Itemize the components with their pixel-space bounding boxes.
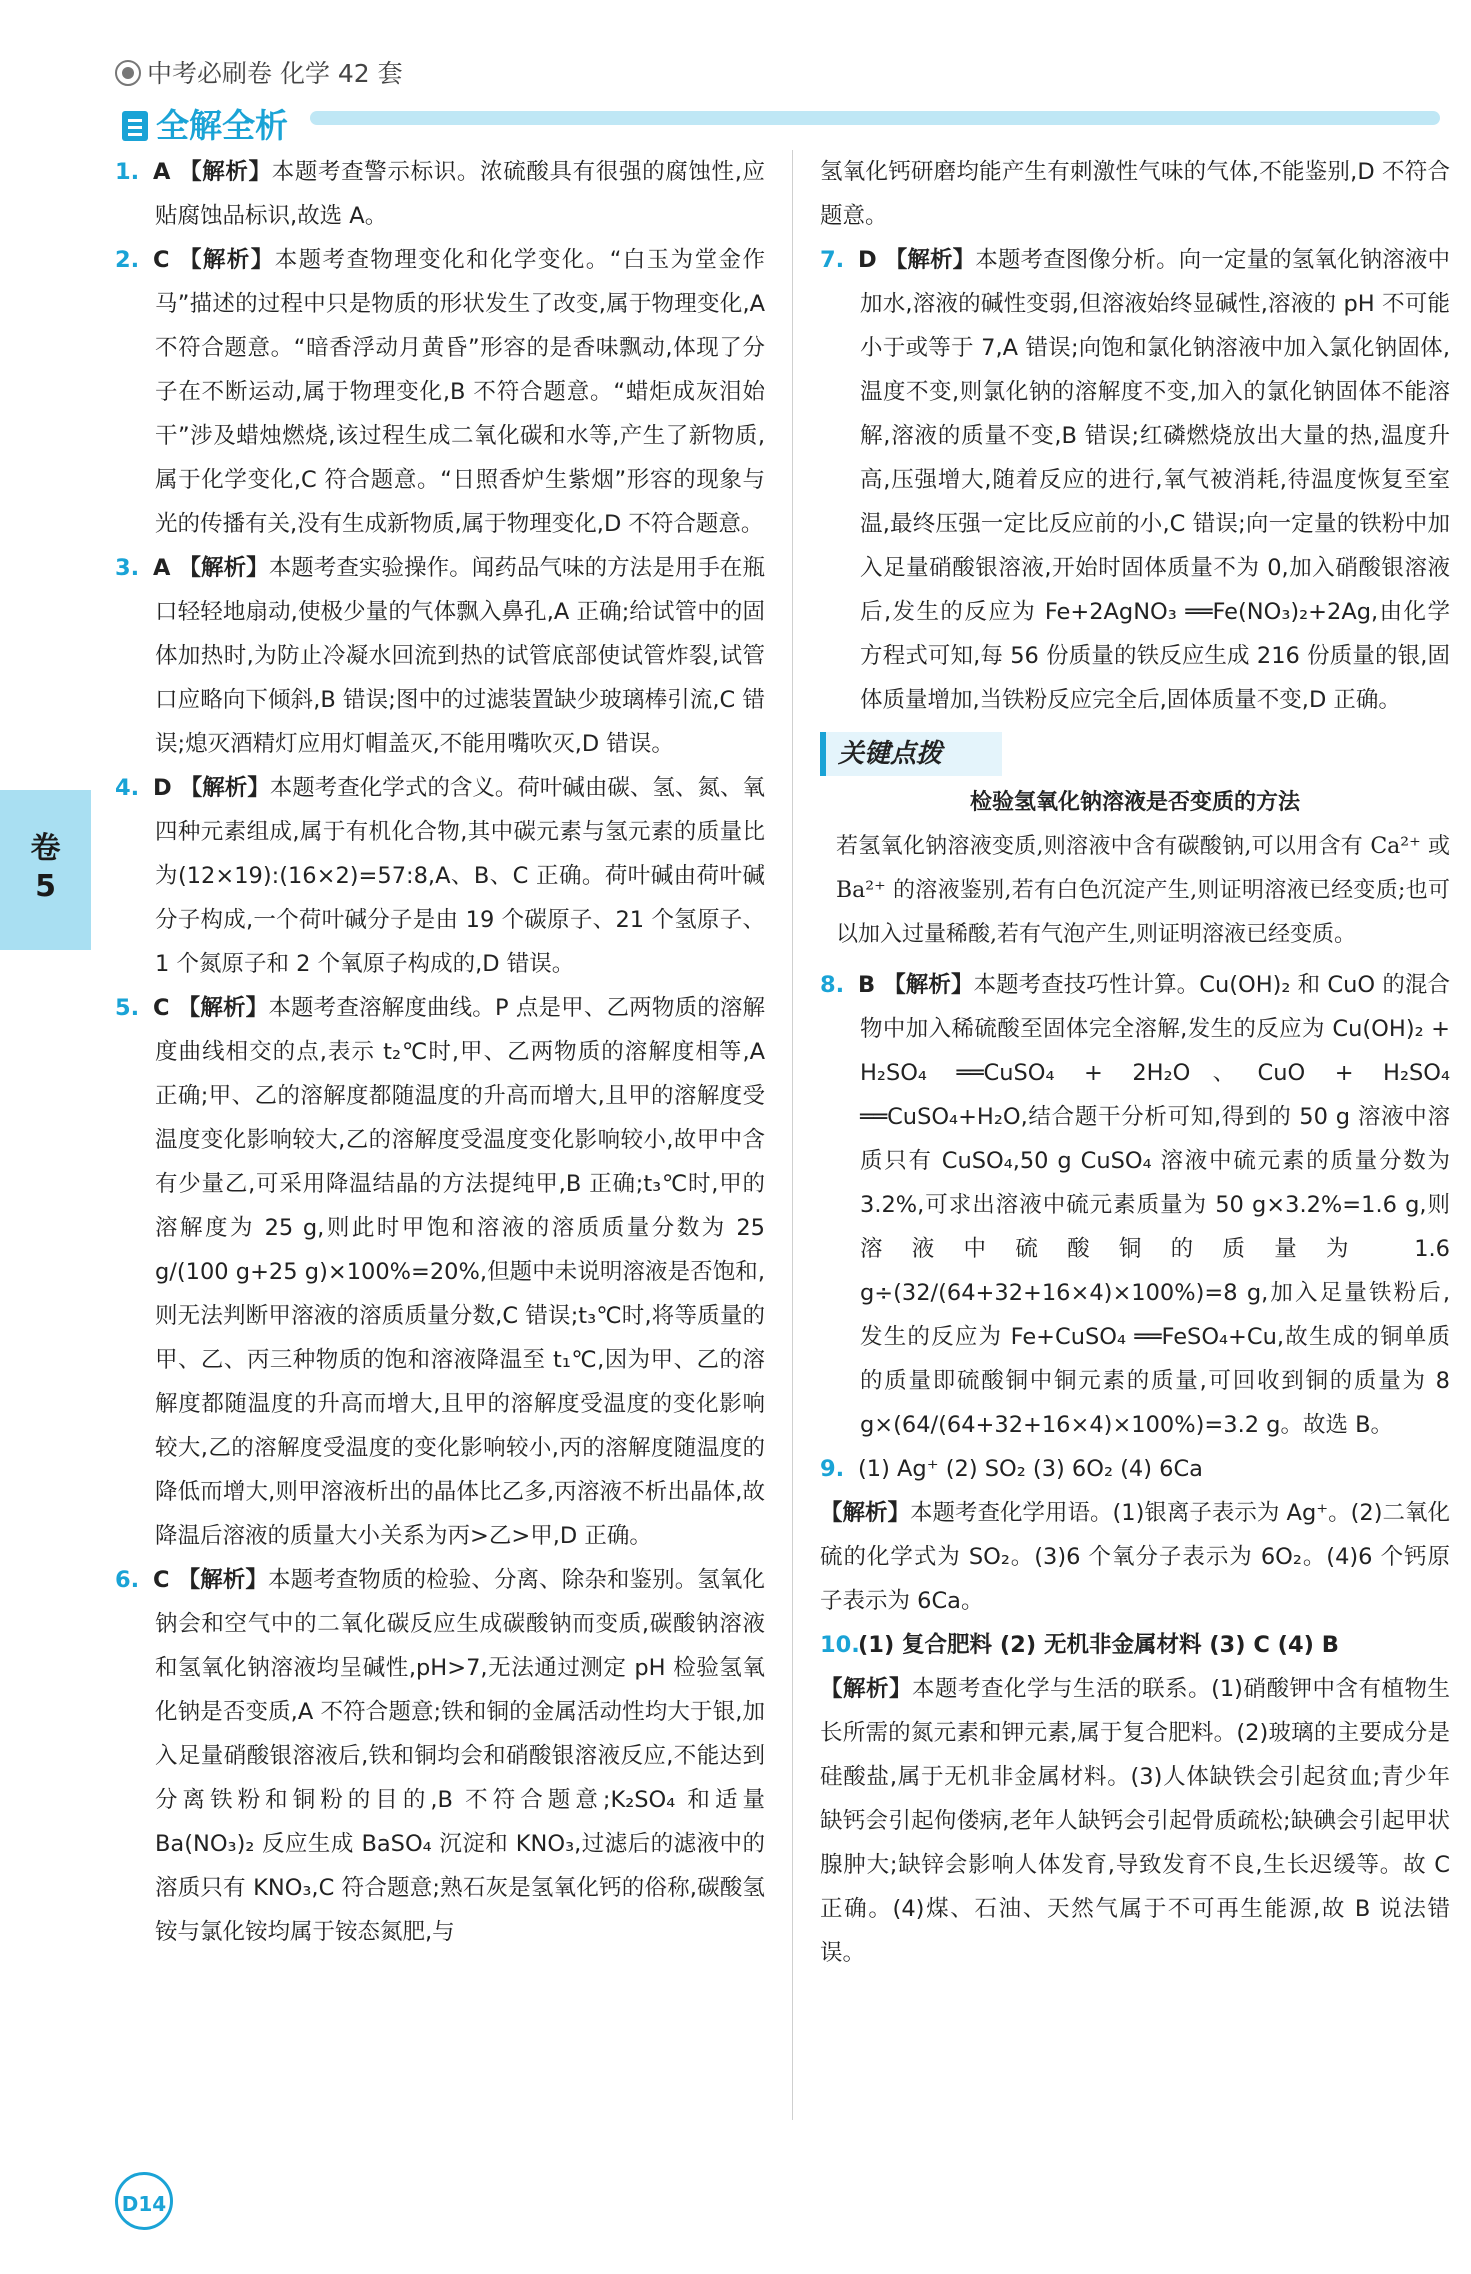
section-title-text: 全解全析 xyxy=(156,106,288,145)
side-tab xyxy=(0,790,91,950)
answer-item-7: 7. D 【解析】本题考查图像分析。向一定量的氢氧化钠溶液中加水,溶液的碱性变弱,但溶液始终显碱性,溶液的 pH 不可能小于或等于 7,A 错误;向饱和氯化钠溶液中加入氯化钠固体,温度不变,则氯化钠的溶解度不变,加入的氯化钠固体不能溶解,溶液的质量不变,B 错误;红磷燃烧放出大量的热,温度升高,压强增大,随着反应的进行,氧气被消耗,待温度恢复至室温,最终压强一定比反应前的小,C 错误;向一定量的铁粉中加入足量硝酸银溶液,开始时固体质量不为 0,加入硝酸银溶液后,发生的反应为 Fe+2AgNO₃ ══Fe(NO₃)₂+2Ag,由化学方程式可知,每 56 份质量的铁反应生成 216 份质量的银,固体质量增加,当铁粉反应完全后,固体质量不变,D 正确。 xyxy=(820,247,1450,713)
side-tab-number: 5 xyxy=(35,869,56,904)
document-icon xyxy=(122,111,148,141)
answer-item-8: 8. B 【解析】本题考查技巧性计算。Cu(OH)₂ 和 CuO 的混合物中加入稀硫酸至固体完全溶解,发生的反应为 Cu(OH)₂ + H₂SO₄ ══CuSO₄ + 2H₂O、CuO + H₂SO₄ ══CuSO₄+H₂O,结合题干分析可知,得到的 50 g 溶液中溶质只有 CuSO₄,50 g CuSO₄ 溶液中硫元素的质量分数为 3.2%,可求出溶液中硫元素质量为 50 g×3.2%=1.6 g,则溶液中硫酸铜的质量为 1.6 g÷(32/(64+32+16×4)×100%)=8 g,加入足量铁粉后,发生的反应为 Fe+CuSO₄ ══FeSO₄+Cu,故生成的铜单质的质量即硫酸铜中铜元素的质量,可回收到铜的质量为 8 g×(64/(64+32+16×4)×100%)=3.2 g。故选 B。 xyxy=(820,972,1450,1438)
logo-icon xyxy=(115,60,141,86)
answer-item-10: 10.(1) 复合肥料 (2) 无机非金属材料 (3) C (4) B xyxy=(820,1632,1339,1658)
key-tip-body: 若氢氧化钠溶液变质,则溶液中含有碳酸钠,可以用含有 Ca²⁺ 或 Ba²⁺ 的溶液鉴别,若有白色沉淀产生,则证明溶液已经变质;也可以加入过量稀酸,若有气泡产生,则证明溶液已经变质。 xyxy=(836,834,1450,947)
side-tab-label: 卷 xyxy=(30,831,61,866)
answer-item-2: 2. C 【解析】本题考查物理变化和化学变化。“白玉为堂金作马”描述的过程中只是物质的形状发生了改变,属于物理变化,A 不符合题意。“暗香浮动月黄昏”形容的是香味飘动,体现了分子在不断运动,属于物理变化,B 不符合题意。“蜡炬成灰泪始干”涉及蜡烛燃烧,该过程生成二氧化碳和水等,产生了新物质,属于化学变化,C 符合题意。“日照香炉生紫烟”形容的现象与光的传播有关,没有生成新物质,属于物理变化,D 不符合题意。 xyxy=(115,247,765,537)
answer-item-9-analysis: 【解析】本题考查化学用语。(1)银离子表示为 Ag⁺。(2)二氧化硫的化学式为 SO₂。(3)6 个氧分子表示为 6O₂。(4)6 个钙原子表示为 6Ca。 xyxy=(820,1500,1450,1614)
book-header xyxy=(115,54,403,90)
section-title xyxy=(122,100,288,147)
answer-item-5: 5. C 【解析】本题考查溶解度曲线。P 点是甲、乙两物质的溶解度曲线相交的点,表示 t₂℃时,甲、乙两物质的溶解度相等,A 正确;甲、乙的溶解度都随温度的升高而增大,且甲的溶解度受温度变化影响较大,乙的溶解度受温度变化影响较小,故甲中含有少量乙,可采用降温结晶的方法提纯甲,B 正确;t₃℃时,甲的溶解度为 25 g,则此时甲饱和溶液的溶质质量分数为 25 g/(100 g+25 g)×100%=20%,但题中未说明溶液是否饱和,则无法判断甲溶液的溶质质量分数,C 错误;t₃℃时,将等质量的甲、乙、丙三种物质的饱和溶液降温至 t₁℃,因为甲、乙的溶解度都随温度的升高而增大,且甲的溶解度受温度的变化影响较大,乙的溶解度受温度的变化影响较小,丙的溶解度随温度的降低而增大,则甲溶液析出的晶体比乙多,丙溶液不析出晶体,故降温后溶液的质量大小关系为丙>乙>甲,D 正确。 xyxy=(115,995,765,1549)
answer-item-3: 3. A 【解析】本题考查实验操作。闻药品气味的方法是用手在瓶口轻轻地扇动,使极少量的气体飘入鼻孔,A 正确;给试管中的固体加热时,为防止冷凝水回流到热的试管底部使试管炸裂,试管口应略向下倾斜,B 错误;图中的过滤装置缺少玻璃棒引流,C 错误;熄灭酒精灯应用灯帽盖灭,不能用嘴吹灭,D 错误。 xyxy=(115,555,765,757)
title-underline-bar xyxy=(310,111,1440,125)
page-number: D14 xyxy=(115,2172,173,2230)
answer-item-9: 9. (1) Ag⁺ (2) SO₂ (3) 6O₂ (4) 6Ca xyxy=(820,1456,1203,1482)
key-tip-heading: 检验氢氧化钠溶液是否变质的方法 xyxy=(969,790,1300,815)
book-title: 中考必刷卷 化学 42 套 xyxy=(147,59,403,88)
answer-item-6-continued: 氢氧化钙研磨均能产生有刺激性气味的气体,不能鉴别,D 不符合题意。 xyxy=(820,159,1450,229)
key-tip-box xyxy=(820,732,1450,957)
right-column xyxy=(820,150,1450,1975)
column-divider xyxy=(792,150,793,2120)
left-column xyxy=(115,150,765,1954)
answer-item-6: 6. C 【解析】本题考查物质的检验、分离、除杂和鉴别。氢氧化钠会和空气中的二氧化碳反应生成碳酸钠而变质,碳酸钠溶液和氢氧化钠溶液均呈碱性,pH>7,无法通过测定 pH 检验氢氧化钠是否变质,A 不符合题意;铁和铜的金属活动性均大于银,加入足量硝酸银溶液后,铁和铜均会和硝酸银溶液反应,不能达到分离铁粉和铜粉的目的,B 不符合题意;K₂SO₄ 和适量 Ba(NO₃)₂ 反应生成 BaSO₄ 沉淀和 KNO₃,过滤后的滤液中的溶质只有 KNO₃,C 符合题意;熟石灰是氢氧化钙的俗称,碳酸氢铵与氯化铵均属于铵态氮肥,与 xyxy=(115,1567,765,1945)
answer-item-4: 4. D 【解析】本题考查化学式的含义。荷叶碱由碳、氢、氮、氧四种元素组成,属于有机化合物,其中碳元素与氢元素的质量比为(12×19):(16×2)=57:8,A、B、C 正确。荷叶碱由荷叶碱分子构成,一个荷叶碱分子是由 19 个碳原子、21 个氢原子、1 个氮原子和 2 个氧原子构成的,D 错误。 xyxy=(115,775,765,977)
key-tip-title: 关键点拨 xyxy=(820,732,1002,776)
answer-item-10-analysis: 【解析】本题考查化学与生活的联系。(1)硝酸钾中含有植物生长所需的氮元素和钾元素,属于复合肥料。(2)玻璃的主要成分是硅酸盐,属于无机非金属材料。(3)人体缺铁会引起贫血;青少年缺钙会引起佝偻病,老年人缺钙会引起骨质疏松;缺碘会引起甲状腺肿大;缺锌会影响人体发育,导致发育不良,生长迟缓等。故 C 正确。(4)煤、石油、天然气属于不可再生能源,故 B 说法错误。 xyxy=(820,1676,1450,1966)
answer-item-1: 1. A 【解析】本题考查警示标识。浓硫酸具有很强的腐蚀性,应贴腐蚀品标识,故选 A。 xyxy=(115,159,765,229)
